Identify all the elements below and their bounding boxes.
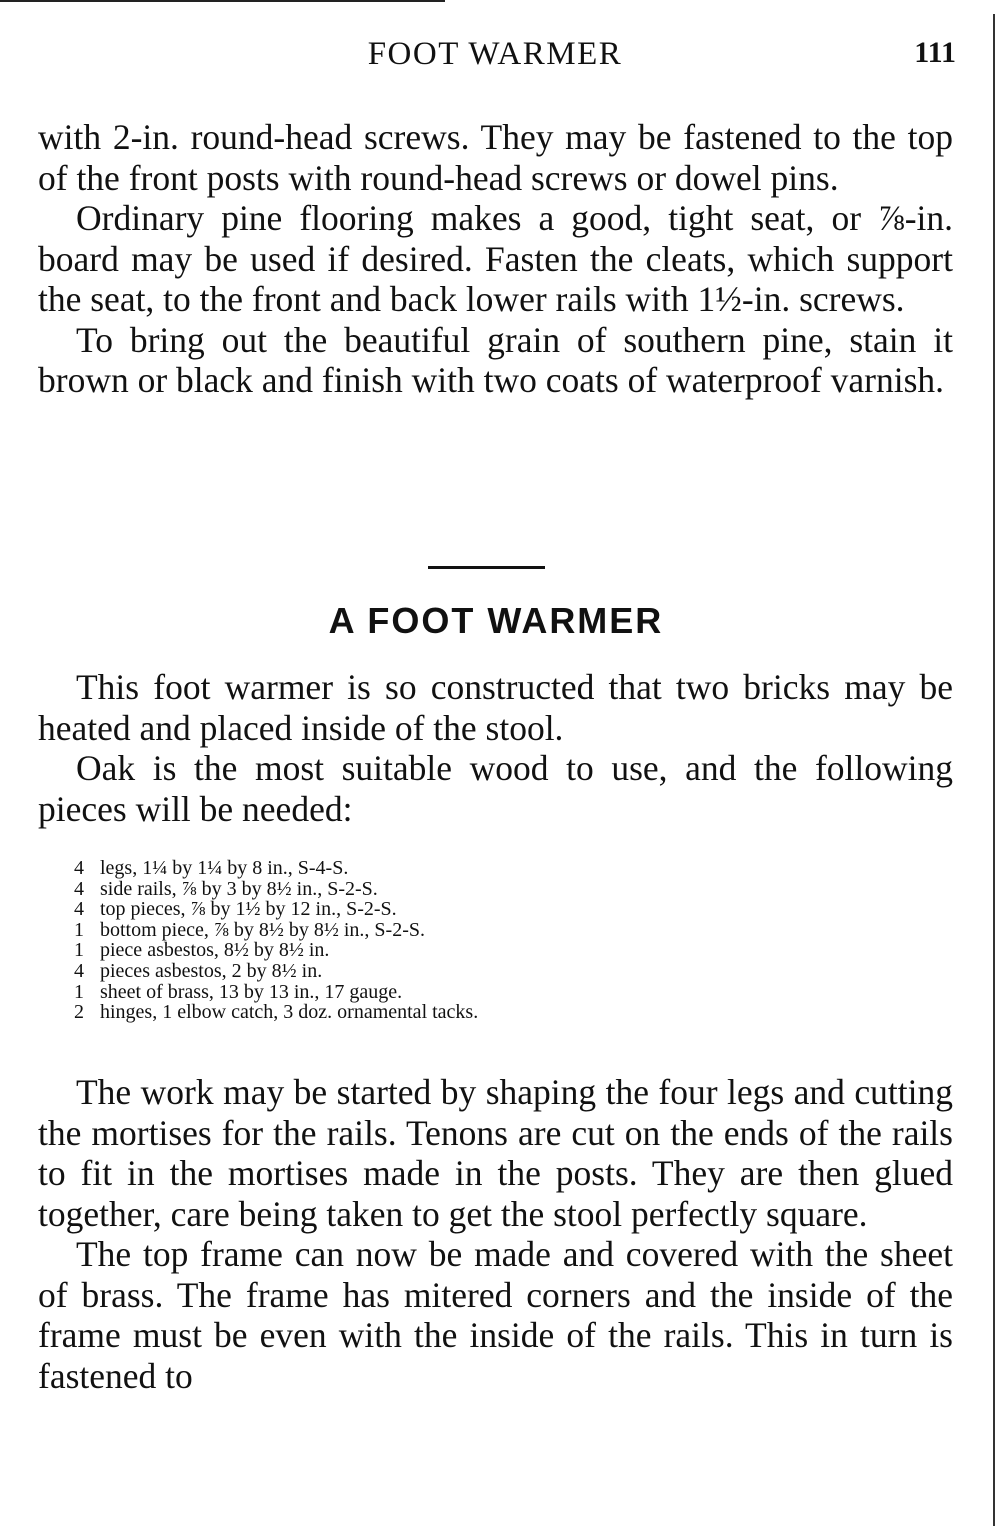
list-item — [74, 899, 694, 920]
item-quantity: 2 — [74, 1001, 84, 1024]
page-number: 111 — [914, 36, 956, 69]
running-head: FOOT WARMER — [367, 36, 623, 72]
list-item — [74, 920, 694, 941]
paragraph: with 2-in. round-head screws. They may be fastened to the top of the front posts with round-head screws or dowel pins. — [38, 117, 953, 198]
paragraph: The work may be started by shaping the four legs and cutting the mortises for the rails. Tenons are cut on the ends of the rails to fit in the mortises made in the posts. They are then glued together, care being taken to get the stool perfectly square. — [38, 1072, 953, 1234]
closing-text-block — [38, 1072, 953, 1396]
item-quantity: 4 — [74, 877, 84, 900]
item-description: sheet of brass, 13 by 13 in., 17 gauge. — [100, 980, 403, 1003]
item-description: top pieces, ⅞ by 1½ by 12 in., S-2-S. — [100, 898, 397, 921]
section-title: A FOOT WARMER — [328, 600, 664, 641]
paragraph: Ordinary pine flooring makes a good, tight seat, or ⅞-in. board may be used if desired. Fasten the cleats, which support the seat, to the front and back lower rails with 1½-in. screws. — [38, 198, 953, 319]
paragraph: The top frame can now be made and covered with the sheet of brass. The frame has mitered corners and the inside of the frame must be even with the inside of the rails. This in turn is fastened to — [38, 1234, 953, 1396]
item-quantity: 4 — [74, 857, 84, 879]
list-item — [74, 982, 694, 1003]
materials-list — [74, 858, 694, 1023]
page-header — [0, 36, 1000, 86]
item-description: hinges, 1 elbow catch, 3 doz. ornamental tacks. — [100, 1001, 479, 1024]
top-edge-rule — [0, 0, 445, 2]
paragraph: To bring out the beautiful grain of southern pine, stain it brown or black and finish with two coats of waterproof varnish. — [38, 319, 953, 400]
item-quantity: 1 — [74, 939, 84, 962]
intro-text-block — [38, 667, 953, 829]
list-item — [74, 961, 694, 982]
continued-text-block — [38, 117, 953, 401]
paragraph: Oak is the most suitable wood to use, and the following pieces will be needed: — [38, 748, 953, 829]
list-item — [74, 879, 694, 900]
item-description: piece asbestos, 8½ by 8½ in. — [100, 939, 330, 962]
item-description: bottom piece, ⅞ by 8½ by 8½ in., S-2-S. — [100, 918, 425, 941]
item-quantity: 1 — [74, 918, 84, 941]
item-description: side rails, ⅞ by 3 by 8½ in., S-2-S. — [100, 877, 378, 900]
item-quantity: 4 — [74, 898, 84, 921]
item-quantity: 4 — [74, 959, 84, 982]
item-description: legs, 1¼ by 1¼ by 8 in., S-4-S. — [100, 857, 349, 879]
item-description: pieces asbestos, 2 by 8½ in. — [100, 959, 323, 982]
list-item — [74, 1002, 694, 1023]
list-item — [74, 940, 694, 961]
list-item — [74, 858, 694, 879]
right-edge-rule — [993, 14, 995, 1526]
item-quantity: 1 — [74, 980, 84, 1003]
section-divider — [428, 566, 545, 569]
paragraph: This foot warmer is so constructed that two bricks may be heated and placed inside of the stool. — [38, 667, 953, 748]
